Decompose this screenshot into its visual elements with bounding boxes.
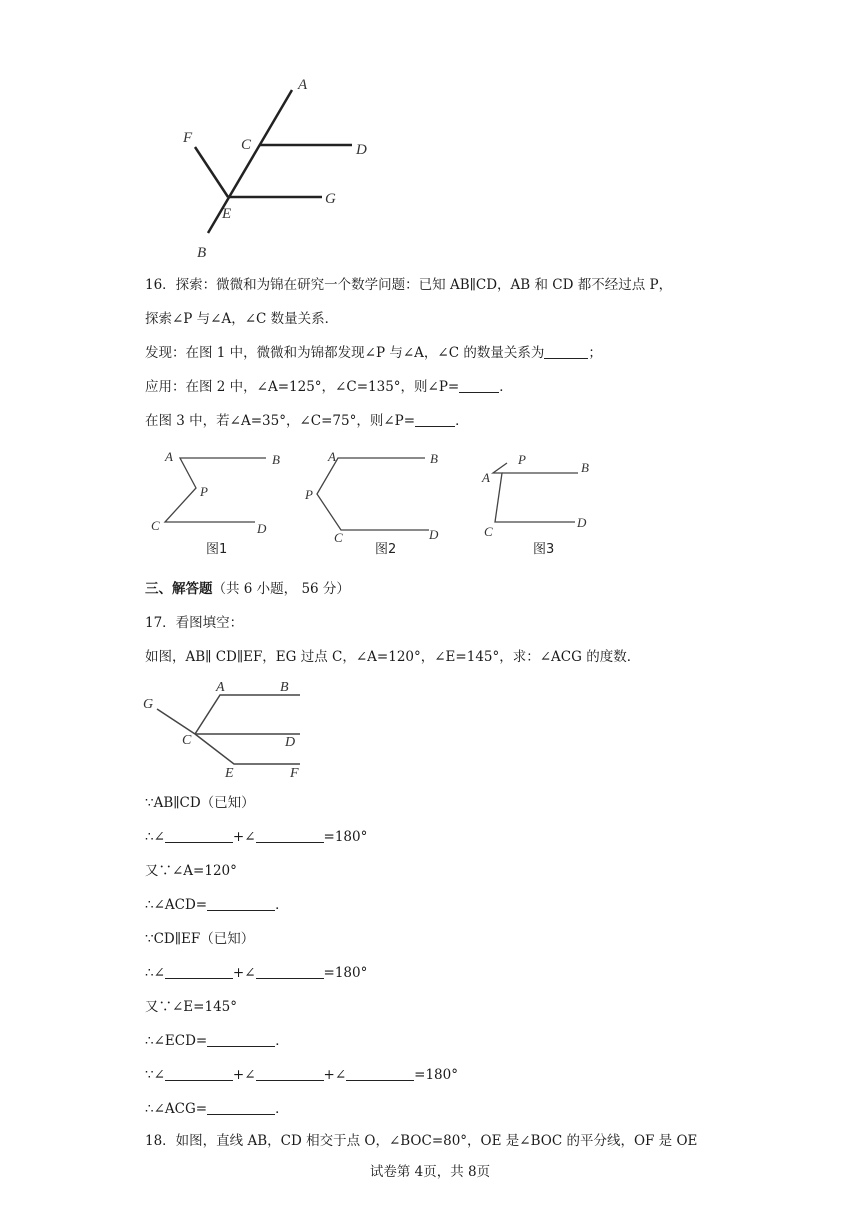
fig1-label-b: B [272, 452, 280, 467]
q17-step7: 又∵∠E=145° [145, 999, 237, 1015]
fig2-label-c: C [334, 530, 343, 545]
label-b: B [280, 680, 289, 695]
label-f: F [183, 130, 193, 146]
fig2-path [317, 458, 429, 530]
q17-step10: ∴∠ACG= ． [145, 1101, 289, 1117]
answer-blank[interactable] [459, 378, 499, 393]
answer-blank[interactable] [544, 344, 588, 359]
answer-blank[interactable] [207, 1032, 275, 1047]
fig3-label-c: C [484, 524, 493, 539]
fig2-caption: 图2 [375, 542, 397, 557]
fig1-label-a: A [165, 449, 173, 464]
answer-blank[interactable] [207, 896, 275, 911]
q17-step9: ∵∠ +∠ +∠ =180° [145, 1067, 458, 1083]
section-heading: 三、解答题（共 6 小题， 56 分） [145, 581, 350, 597]
fig2-label-p: P [305, 487, 313, 502]
q17-step5: ∵CD∥EF（已知） [145, 931, 255, 947]
label-c: C [182, 733, 192, 748]
label-e: E [225, 766, 234, 781]
answer-blank[interactable] [256, 828, 324, 843]
label-f: F [290, 766, 299, 781]
label-e: E [222, 206, 232, 222]
line-ab [208, 90, 292, 233]
fig1-label-c: C [151, 518, 160, 533]
answer-blank[interactable] [165, 1066, 233, 1081]
line-ef [195, 147, 228, 197]
fig3-caption: 图3 [533, 542, 555, 557]
fig3-path [493, 463, 575, 522]
fig3-label-a: A [482, 470, 490, 485]
fig2-label-a: A [328, 449, 336, 464]
answer-blank[interactable] [346, 1066, 414, 1081]
fig1-caption: 图1 [206, 542, 228, 557]
q16-line1: 16．探索：微微和为锦在研究一个数学问题：已知 AB∥CD，AB 和 CD 都不经过点 P， [145, 277, 673, 293]
answer-blank[interactable] [165, 828, 233, 843]
fig3-label-p: P [518, 452, 526, 467]
q17-step1: ∵AB∥CD（已知） [145, 795, 255, 811]
answer-blank[interactable] [165, 964, 233, 979]
q17-step4: ∴∠ACD= ． [145, 897, 289, 913]
label-g: G [143, 697, 154, 712]
answer-blank[interactable] [415, 412, 455, 427]
figure-q17 [140, 677, 320, 782]
answer-blank[interactable] [256, 964, 324, 979]
fig3-label-d: D [577, 515, 587, 530]
figure-group-q16 [145, 445, 605, 560]
page-footer: 试卷第 4页，共 8页 [369, 1164, 491, 1180]
q17-step6: ∴∠ +∠ =180° [145, 965, 368, 981]
q17-step3: 又∵∠A=120° [145, 863, 237, 879]
label-b: B [197, 245, 207, 261]
label-c: C [241, 137, 252, 153]
q16-line5: 在图 3 中，若∠A=35°，∠C=75°，则∠P= ． [145, 413, 469, 429]
line-gc [157, 709, 195, 734]
label-a: A [216, 680, 225, 695]
q17-title: 17．看图填空： [145, 615, 244, 631]
label-a: A [298, 77, 308, 93]
fig1-label-d: D [257, 521, 267, 536]
answer-blank[interactable] [256, 1066, 324, 1081]
q18-line1: 18．如图，直线 AB，CD 相交于点 O，∠BOC=80°，OE 是∠BOC 的平分线，OF 是 OE [145, 1133, 698, 1149]
fig1-path [165, 458, 266, 522]
label-d: D [285, 735, 296, 750]
label-g: G [325, 191, 336, 207]
q16-line2: 探索∠P 与∠A，∠C 数量关系． [145, 311, 339, 327]
figure-top [170, 70, 380, 265]
q17-step8: ∴∠ECD= ． [145, 1033, 289, 1049]
line-ab [195, 695, 300, 734]
fig1-label-p: P [200, 484, 208, 499]
fig2-label-d: D [429, 527, 439, 542]
fig3-label-b: B [581, 460, 589, 475]
fig2-label-b: B [430, 451, 438, 466]
q16-line4: 应用：在图 2 中，∠A=125°，∠C=135°，则∠P= ． [145, 379, 513, 395]
q17-step2: ∴∠ +∠ =180° [145, 829, 368, 845]
label-d: D [356, 142, 367, 158]
q16-line3: 发现：在图 1 中，微微和为锦都发现∠P 与∠A，∠C 的数量关系为 ； [145, 345, 602, 361]
q17-intro: 如图，AB∥ CD∥EF，EG 过点 C，∠A=120°，∠E=145°，求：∠ACG 的度数． [145, 649, 641, 665]
answer-blank[interactable] [207, 1100, 275, 1115]
